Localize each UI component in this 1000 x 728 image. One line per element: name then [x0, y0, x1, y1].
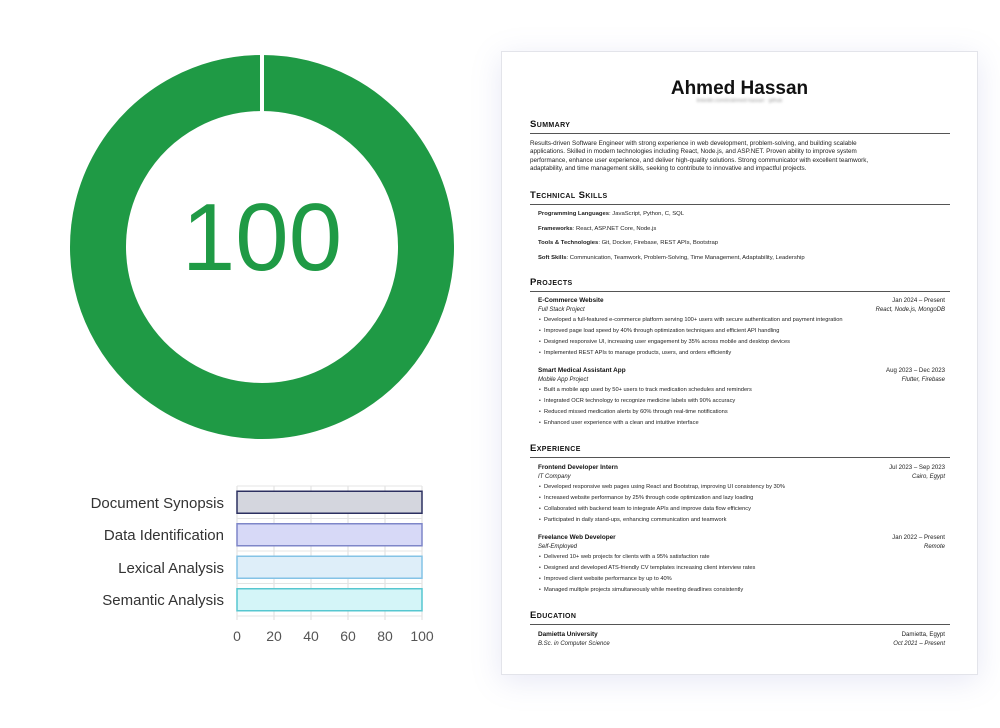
summary-text: [530, 140, 950, 173]
category-label: Semantic Analysis: [102, 592, 224, 609]
skill-row: [538, 211, 684, 217]
section-divider: [530, 457, 950, 458]
x-tick-label: 20: [266, 628, 282, 644]
bar-lexical-analysis: [237, 556, 422, 578]
education-dates: Oct 2021 – Present: [893, 641, 945, 647]
skill-value: : Communication, Teamwork, Problem-Solving, Time Management, Adaptability, Leadership: [566, 255, 805, 261]
resume-contact-line: linkedin.com/in/ahmed-hassan · github: [696, 98, 783, 104]
job-title: Freelance Web Developer: [538, 534, 616, 541]
skill-label: Programming Languages: [538, 211, 610, 217]
project-bullet: • Developed a full-featured e-commerce platform serving 100+ users with secure authentication and payment integration: [544, 317, 843, 323]
project-bullet: • Enhanced user experience with a clean and intuitive interface: [544, 420, 699, 426]
summary-line: Results-driven Software Engineer with strong experience in web development, problem-solving, and building scalable: [530, 140, 857, 147]
section-divider: [530, 624, 950, 625]
category-label: Document Synopsis: [90, 495, 224, 512]
section-title-experience: Experience: [530, 443, 581, 454]
job-bullet: • Increased website performance by 25% through code optimization and lazy loading: [544, 495, 753, 501]
category-label: Data Identification: [103, 527, 224, 544]
skill-row: [538, 255, 805, 261]
education-location: Damietta, Egypt: [901, 631, 945, 638]
project-bullet: • Implemented REST APIs to manage products, users, and orders efficiently: [544, 350, 731, 356]
job-title: Frontend Developer Intern: [538, 464, 618, 471]
section-title-summary: Summary: [530, 119, 571, 130]
project-bullet: • Designed responsive UI, increasing user engagement by 35% across mobile and desktop devices: [544, 339, 790, 345]
project-subtitle: Full Stack Project: [538, 307, 585, 313]
job-company: IT Company: [538, 474, 571, 480]
section-title-projects: Projects: [530, 277, 573, 288]
category-label: Lexical Analysis: [118, 560, 224, 577]
project-subtitle: Mobile App Project: [538, 377, 589, 383]
project-title: Smart Medical Assistant App: [538, 367, 626, 374]
job-bullet: • Participated in daily stand-ups, enhancing communication and teamwork: [544, 517, 726, 523]
education-school: Damietta University: [538, 631, 598, 638]
skill-value: : Git, Docker, Firebase, REST APIs, Bootstrap: [598, 240, 719, 246]
x-tick-label: 40: [303, 628, 319, 644]
skill-label: Soft Skills: [538, 255, 567, 261]
section-divider: [530, 133, 950, 134]
job-bullet: • Collaborated with backend team to integrate APIs and improve data flow efficiency: [544, 506, 751, 512]
x-tick-label: 100: [410, 628, 434, 644]
score-value: 100: [181, 184, 343, 291]
skill-row: [538, 240, 718, 246]
project-tech: React, Node.js, MongoDB: [875, 307, 945, 313]
job-bullet: • Managed multiple projects simultaneously while meeting deadlines consistently: [544, 587, 743, 593]
summary-line: adaptability, and time management skills, seeking to contribute to innovative and impactful projects.: [530, 164, 807, 172]
skill-row: [538, 226, 656, 232]
skill-value: : JavaScript, Python, C, SQL: [609, 211, 685, 217]
project-bullet: • Reduced missed medication alerts by 60% through real-time notifications: [544, 409, 728, 415]
education-degree: B.Sc. in Computer Science: [538, 641, 610, 647]
project-bullet: • Integrated OCR technology to recognize medicine labels with 90% accuracy: [544, 398, 735, 404]
job-location: Remote: [923, 544, 945, 550]
analysis-bar-chart: [60, 478, 460, 648]
section-title-skills: Technical Skills: [530, 190, 608, 201]
bar-data-identification: [237, 524, 422, 546]
job-location: Cairo, Egypt: [911, 474, 945, 480]
summary-line: applications. Skilled in modern technologies including React, Node.js, and ASP.NET. Proven ability to improve system: [530, 148, 857, 156]
x-tick-label: 80: [377, 628, 393, 644]
section-divider: [530, 204, 950, 205]
project-date: Jan 2024 – Present: [892, 297, 945, 304]
section-divider: [530, 291, 950, 292]
skill-label: Tools & Technologies: [538, 240, 599, 246]
summary-line: performance, enhance user experience, and deliver high-quality solutions. Strong communicator with excellent teamwork,: [530, 156, 869, 164]
job-date: Jul 2023 – Sep 2023: [889, 464, 945, 471]
x-tick-label: 0: [233, 628, 241, 644]
project-title: E-Commerce Website: [538, 297, 604, 304]
job-company: Self-Employed: [538, 544, 578, 550]
x-tick-label: 60: [340, 628, 356, 644]
project-date: Aug 2023 – Dec 2023: [886, 367, 945, 374]
project-bullet: • Improved page load speed by 40% through optimization techniques and efficient API handling: [544, 328, 779, 334]
resume-document: [501, 51, 978, 675]
job-bullet: • Developed responsive web pages using React and Bootstrap, improving UI consistency by 30%: [544, 484, 785, 490]
project-tech: Flutter, Firebase: [901, 377, 945, 383]
skill-label: Frameworks: [538, 226, 573, 232]
bar-document-synopsis: [237, 491, 422, 513]
job-bullet: • Delivered 10+ web projects for clients with a 95% satisfaction rate: [544, 554, 710, 560]
job-date: Jan 2022 – Present: [892, 534, 945, 541]
skill-value: : React, ASP.NET Core, Node.js: [572, 226, 657, 232]
job-bullet: • Designed and developed ATS-friendly CV templates increasing client interview rates: [544, 565, 755, 571]
resume-name: Ahmed Hassan: [670, 78, 809, 99]
section-title-education: Education: [530, 610, 577, 621]
bar-semantic-analysis: [237, 589, 422, 611]
project-bullet: • Built a mobile app used by 50+ users to track medication schedules and reminders: [544, 387, 752, 393]
job-bullet: • Improved client website performance by up to 40%: [544, 576, 672, 582]
